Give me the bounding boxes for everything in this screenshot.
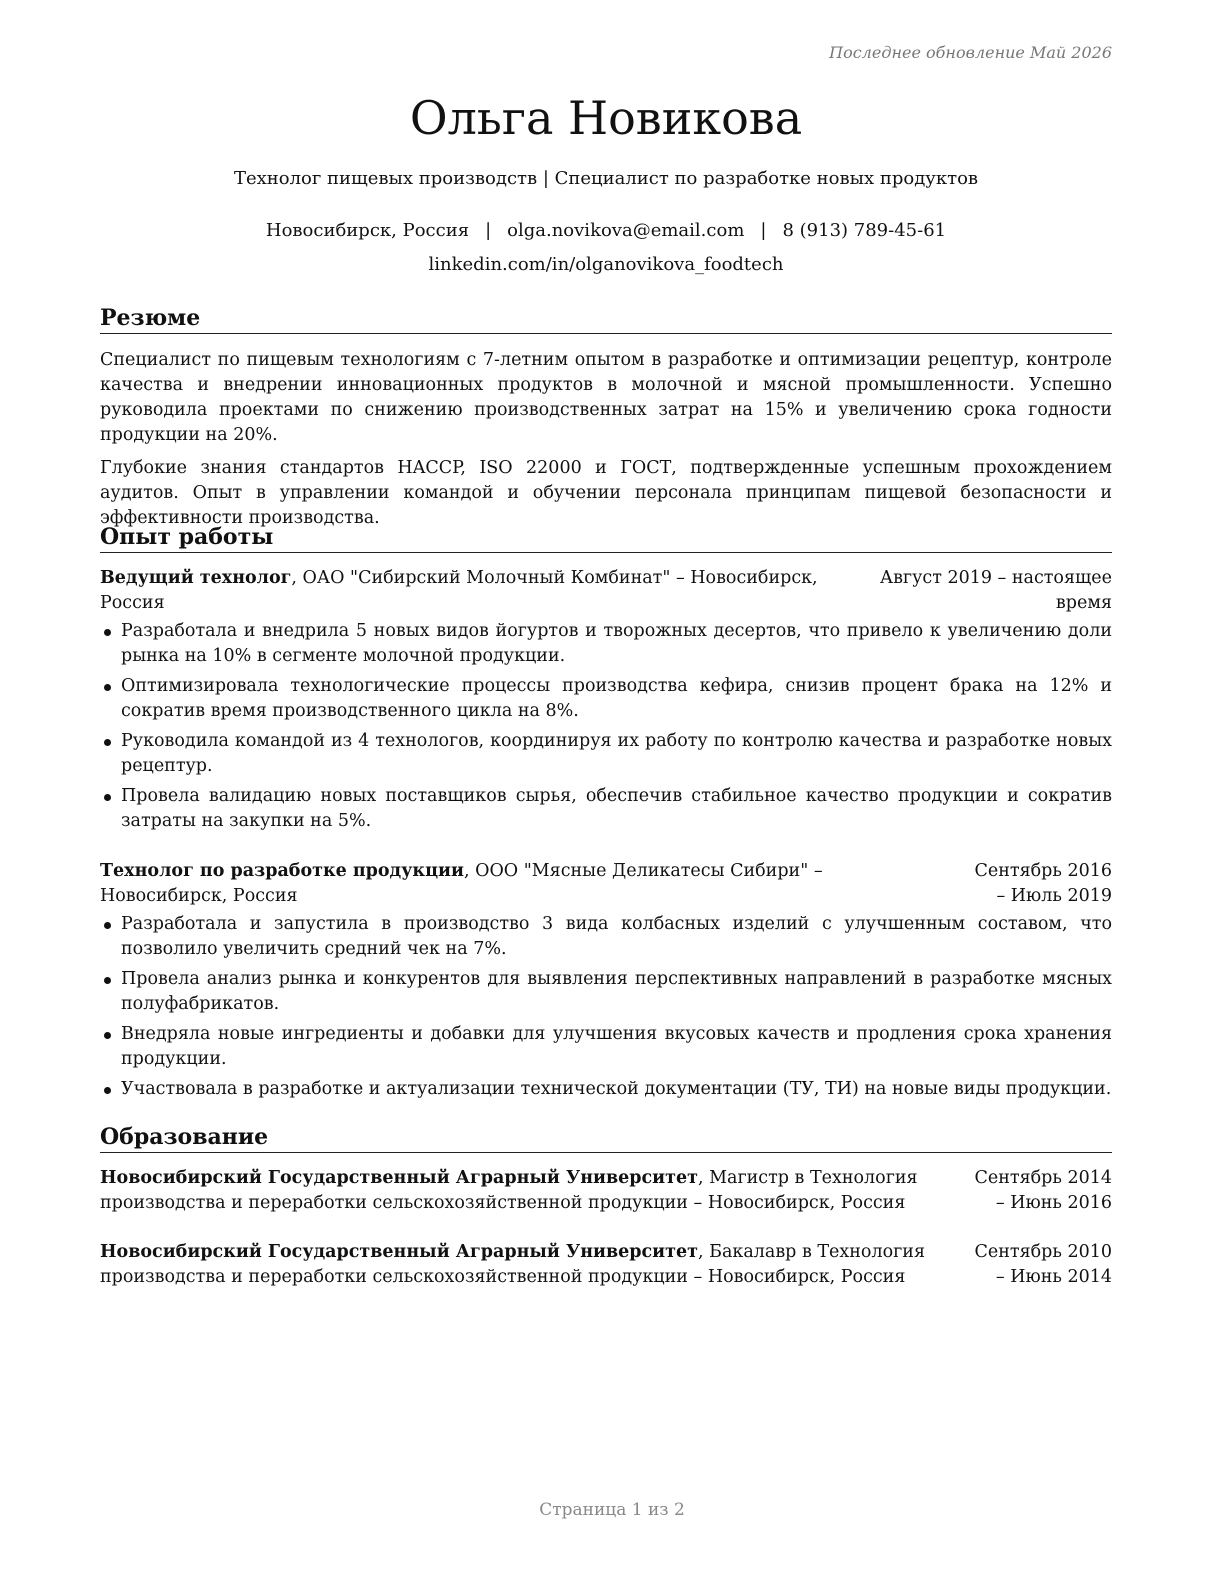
- job-entry: [100, 859, 1112, 1107]
- education-entry: [100, 1166, 1112, 1216]
- job-role: Ведущий технолог: [100, 568, 292, 588]
- email-link[interactable]: olga.novikova@email.com: [507, 220, 745, 241]
- list-item: Участвовала в разработке и актуализации технической документации (ТУ, ТИ) на новые виды продукции.: [100, 1077, 1112, 1102]
- education-institution: Новосибирский Государственный Аграрный Университет: [100, 1168, 698, 1188]
- education-degree: , Бакалавр в Технология производства и переработки сельскохозяйственной продукции – Новосибирск, Россия: [100, 1242, 925, 1287]
- list-item: Провела валидацию новых поставщиков сырья, обеспечив стабильное качество продукции и сократив затраты на закупки на 5%.: [100, 784, 1112, 834]
- education-institution: Новосибирский Государственный Аграрный Университет: [100, 1242, 698, 1262]
- list-item: Руководила командой из 4 технологов, координируя их работу по контролю качества и разработке новых рецептур.: [100, 729, 1112, 779]
- education-line: [100, 1166, 968, 1216]
- summary-paragraph: Глубокие знания стандартов HACCP, ISO 22000 и ГОСТ, подтвержденные успешным прохождением аудитов. Опыт в управлении командой и обучении персонала принципам пищевой безопасности и эффективности производства.: [100, 458, 1112, 528]
- job-achievements: [100, 619, 1112, 834]
- education-dates: Сентябрь 2014 – Июнь 2016: [974, 1168, 1112, 1213]
- section-title-summary: Резюме: [100, 303, 1112, 334]
- list-item: Разработала и внедрила 5 новых видов йогуртов и творожных десертов, что привело к увеличению доли рынка на 10% в сегменте молочной продукции.: [100, 619, 1112, 669]
- job-dates: Сентябрь 2016 – Июль 2019: [974, 861, 1112, 906]
- phone-text: 8 (913) 789-45-61: [782, 220, 947, 241]
- candidate-name: Ольга Новикова: [409, 91, 803, 145]
- linkedin-link[interactable]: linkedin.com/in/olganovikova_foodtech: [428, 254, 784, 275]
- education-dates: Сентябрь 2010 – Июнь 2014: [974, 1242, 1112, 1287]
- contact-separator: |: [485, 220, 492, 241]
- location-text: Новосибирск, Россия: [265, 220, 470, 241]
- education-header: [100, 1240, 1112, 1290]
- contact-line: [100, 218, 1112, 244]
- summary-section: [100, 348, 1112, 539]
- job-header: [100, 566, 1112, 616]
- list-item: Провела анализ рынка и конкурентов для выявления перспективных направлений в разработке мясных полуфабрикатов.: [100, 967, 1112, 1017]
- list-item: Внедряла новые ингредиенты и добавки для улучшения вкусовых качеств и продления срока хранения продукции.: [100, 1022, 1112, 1072]
- job-entry: [100, 566, 1112, 839]
- education-degree: , Магистр в Технология производства и переработки сельскохозяйственной продукции – Новосибирск, Россия: [100, 1168, 918, 1213]
- contact-separator: |: [760, 220, 767, 241]
- education-entry: [100, 1240, 1112, 1290]
- list-item: Разработала и запустила в производство 3 вида колбасных изделий с улучшенным составом, что позволило увеличить средний чек на 7%.: [100, 912, 1112, 962]
- last-update-note: Последнее обновление Май 2026: [829, 43, 1112, 62]
- summary-paragraph: Специалист по пищевым технологиям с 7-летним опытом в разработке и оптимизации рецептур, контроле качества и внедрении инновационных продуктов в молочной и мясной промышленности. Успешно руководила проектами по снижению производственных затрат на 15% и увеличению срока годности продукции на 20%.: [100, 350, 1112, 445]
- job-dates: Август 2019 – настоящее время: [879, 568, 1112, 613]
- list-item: Оптимизировала технологические процессы производства кефира, снизив процент брака на 12% и сократив время производственного цикла на 8%.: [100, 674, 1112, 724]
- education-header: [100, 1166, 1112, 1216]
- section-title-education: Образование: [100, 1122, 1112, 1153]
- section-title-experience: Опыт работы: [100, 522, 1112, 553]
- job-title-line: [100, 566, 878, 616]
- job-company: , ООО "Мясные Деликатесы Сибири" – Новосибирск, Россия: [100, 861, 823, 906]
- page-number: Страница 1 из 2: [539, 1500, 685, 1520]
- job-header: [100, 859, 1112, 909]
- job-role: Технолог по разработке продукции: [100, 861, 464, 881]
- job-achievements: [100, 912, 1112, 1102]
- job-company: , ОАО "Сибирский Молочный Комбинат" – Новосибирск, Россия: [100, 568, 818, 613]
- job-title-line: [100, 859, 962, 909]
- education-line: [100, 1240, 968, 1290]
- candidate-headline: Технолог пищевых производств | Специалист по разработке новых продуктов: [233, 168, 979, 189]
